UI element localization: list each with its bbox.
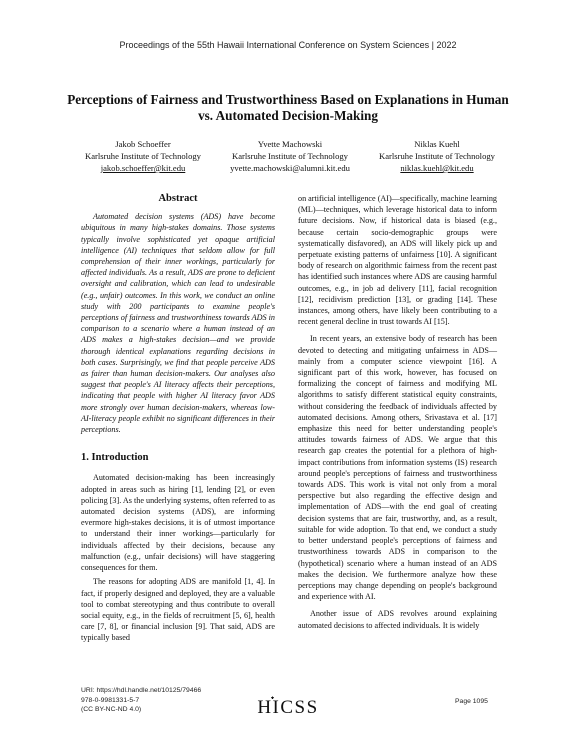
footer-license: (CC BY-NC-ND 4.0) xyxy=(81,706,142,713)
author-affiliation: Karlsruhe Institute of Technology xyxy=(232,151,348,161)
hicss-logo xyxy=(252,693,324,719)
author-name: Yvette Machowski xyxy=(257,139,323,149)
body-paragraph: Another issue of ADS revolves around explaining automated decisions to affected individuals. It is widely xyxy=(298,609,497,630)
author-email[interactable]: jakob.schoeffer@kit.edu xyxy=(100,163,186,173)
proceedings-header: Proceedings of the 55th Hawaii International Conference on System Sciences | 2022 xyxy=(119,40,457,50)
author-block xyxy=(70,138,510,174)
page-number: Page 1095 xyxy=(455,698,488,705)
section-heading: 1. Introduction xyxy=(81,452,149,464)
left-column xyxy=(81,193,275,644)
paper-title: Perceptions of Fairness and Trustworthiness Based on Explanations in Human vs. Automated Decision-Making xyxy=(67,92,509,123)
right-column xyxy=(298,193,497,631)
author-affiliation: Karlsruhe Institute of Technology xyxy=(85,151,201,161)
author-email[interactable]: niklas.kuehl@kit.edu xyxy=(400,163,474,173)
author-affiliation: Karlsruhe Institute of Technology xyxy=(379,151,495,161)
author-2 xyxy=(217,138,363,174)
abstract-heading: Abstract xyxy=(158,193,198,204)
author-email: yvette.machowski@alumni.kit.edu xyxy=(230,163,350,173)
author-3 xyxy=(364,138,510,174)
author-1 xyxy=(70,138,216,174)
footer-metadata xyxy=(81,686,201,715)
body-paragraph: In recent years, an extensive body of research has been devoted to detecting and mitigating unfairness in ADS—mainly from a computer science viewpoint [16]. A significant part of this work, however, has focused on formalizing the concept of fairness and modifying ML algorithms to satisfy different statistical equity constraints, without considering the feedback of individuals affected by automated decisions. Among others, Srivastava et al. [17] emphasize this need for better understanding people's attitudes towards fairness of ADS. We argue that this research gap creates the potential for a plethora of high-impact contributions from information systems (IS) research around people's perceptions of fairness and trustworthiness towards ADS. This work is vital not only from a moral perspective but also regarding the effective design and implementation of ADS—with the end goal of creating decision systems that are fair, trustworthy, and, as a result, suitable for wide adoption. To that end, we conduct a study to better understand people's perceptions of fairness and trustworthiness towards ADS in comparison to the (hypothetical) scenario where a human instead of an ADS makes the decision. We furthermore analyze how these perceptions may change depending on people's background and experience with AI. xyxy=(298,334,497,602)
footer-uri[interactable]: URI: https://hdl.handle.net/10125/79466 xyxy=(81,687,202,694)
hicss-logo-text: HICSS xyxy=(257,697,319,718)
author-name: Jakob Schoeffer xyxy=(115,139,171,149)
abstract-text: Automated decision systems (ADS) have become ubiquitous in many high-stakes domains. Those systems typically involve sophisticated yet opaque artificial intelligence (AI) techniques that seldom allow for full comprehension of their inner workings, particularly for affected individuals. As a result, ADS are prone to deficient oversight and calibration, which can lead to undesirable (e.g., unfair) outcomes. In this work, we conduct an online study with 200 participants to examine people's perceptions of fairness and trustworthiness towards ADS in comparison to a scenario where a human instead of an ADS makes a high-stakes decision—and we provide thorough identical explanations regarding decisions in both cases. Surprisingly, we find that people perceive ADS as fairer than human decision-makers. Our analyses also suggest that people's AI literacy affects their perceptions, indicating that people with higher AI literacy favor ADS more strongly over human decision-makers, whereas low-AI-literacy people exhibit no significant differences in their perceptions. xyxy=(81,212,275,435)
body-paragraph: on artificial intelligence (AI)—specifically, machine learning (ML)—techniques, which leverage historical data to inform future decisions. Now, if historical data is biased (e.g., because certain socio-demographic groups were systematically disfavored), an ADS will likely pick up and perpetuate existing patterns of unfairness [10]. A significant body of research on algorithmic fairness from the recent past has identified such instances where ADS are causing harmful outcomes, e.g., in job ad delivery [11], facial recognition [12], recidivism prediction [13], or grading [14]. These instances, among others, have likely been contributing to a recent general decline in trust towards AI [15]. xyxy=(298,194,498,327)
author-name: Niklas Kuehl xyxy=(414,139,460,149)
footer-isbn: 978-0-9981331-5-7 xyxy=(81,696,140,704)
body-paragraph: Automated decision-making has been increasingly adopted in areas such as hiring [1], lending [2], or even policing [3]. As the underlying systems, often referred to as automated decision systems (ADS), are informing evermore high-stakes decisions, it is of utmost importance to understand their inner workings—particularly for individuals affected by their decisions, because any malfunction (e.g., unfair decisions) will have staggering consequences for them. xyxy=(81,473,275,573)
body-paragraph: The reasons for adopting ADS are manifold [1, 4]. In fact, if properly designed and deployed, they are a valuable tool to combat stereotyping and thus contribute to overall social equity, e.g., in the fields of recruitment [5, 6], health care [7, 8], or financial inclusion [9]. That said, ADS are typically based xyxy=(81,577,275,643)
